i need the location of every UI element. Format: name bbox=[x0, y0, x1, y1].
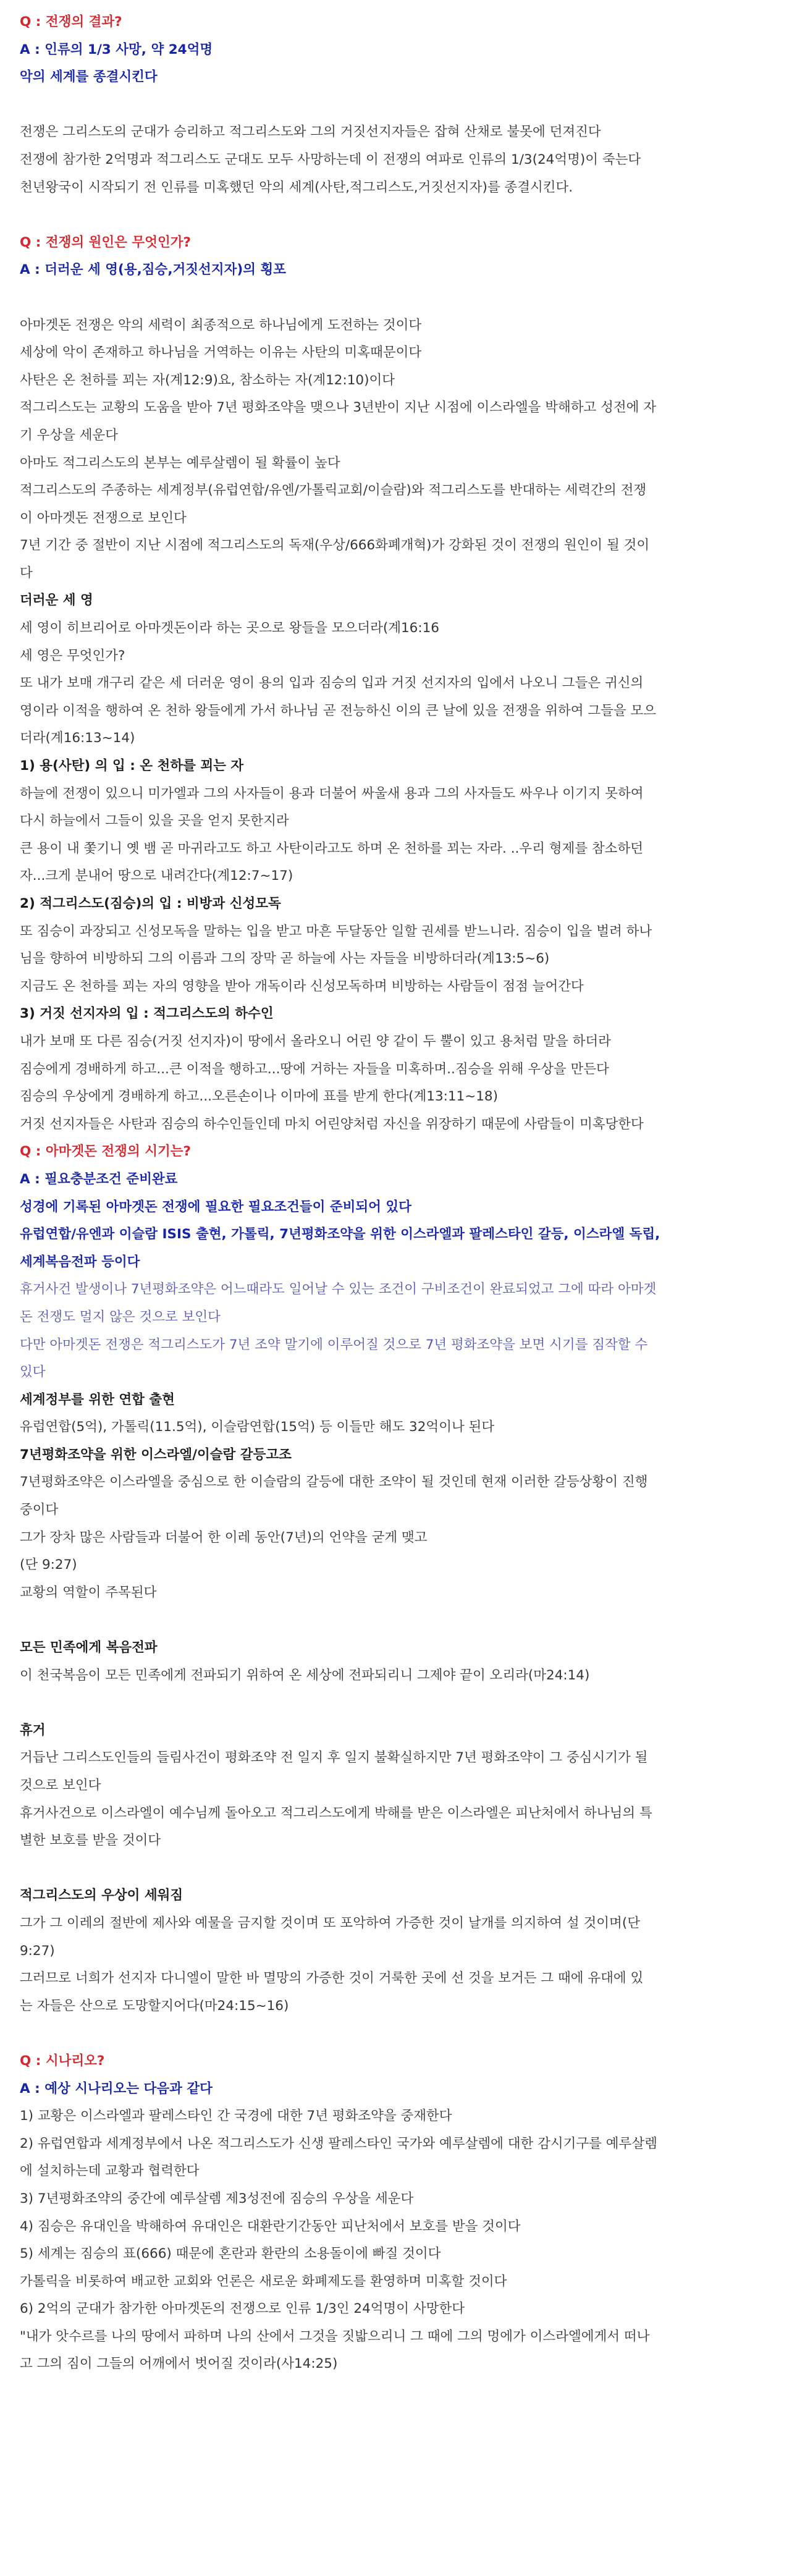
text-line: 가톨릭을 비롯하여 배교한 교회와 언론은 새로운 화폐제도를 환영하며 미혹할 것이다 bbox=[20, 2273, 507, 2289]
answer-line: A : 필요충분조건 준비완료 bbox=[20, 1171, 178, 1187]
text-line: 5) 세계는 짐승의 표(666) 때문에 혼란과 환란의 소용돌이에 빠질 것이다 bbox=[20, 2246, 441, 2262]
text-line: 그가 장차 많은 사람들과 더불어 한 이레 동안(7년)의 언약을 굳게 맺고 bbox=[20, 1529, 428, 1545]
text-line: 내가 보매 또 다른 짐승(거짓 선지자)이 땅에서 올라오니 어린 양 같이 두 뿔이 있고 용처럼 말을 하더라 bbox=[20, 1033, 611, 1049]
text-line: 세 영은 무엇인가? bbox=[20, 648, 125, 664]
text-line: 7년 기간 중 절반이 지난 시점에 적그리스도의 독재(우상/666화폐개혁)가 강화된 것이 전쟁의 원인이 될 것이 bbox=[20, 538, 650, 554]
text-line: 교황의 역할이 주목된다 bbox=[20, 1584, 157, 1600]
section-heading: 휴거 bbox=[20, 1722, 46, 1738]
question-heading: Q : 아마겟돈 전쟁의 시기는? bbox=[20, 1144, 191, 1160]
text-line: 자...크게 분내어 땅으로 내려간다(계12:7~17) bbox=[20, 868, 293, 884]
section-heading: 적그리스도의 우상이 세워짐 bbox=[20, 1888, 183, 1904]
text-line: 는 자들은 산으로 도망할지어다(마24:15~16) bbox=[20, 1998, 289, 2014]
answer-line: A : 더러운 세 영(용,짐승,거짓선지자)의 횡포 bbox=[20, 262, 286, 278]
blank-line bbox=[20, 2020, 777, 2048]
text-line: 님을 향하여 비방하되 그의 이름과 그의 장막 곧 하늘에 사는 자들을 비방하더라(계13:5~6) bbox=[20, 951, 550, 967]
text-line: 휴거사건 발생이나 7년평화조약은 어느때라도 일어날 수 있는 조건이 구비조건이 완료되었고 그에 따라 아마겟 bbox=[20, 1282, 657, 1298]
text-line: 사탄은 온 천하를 꾀는 자(계12:9)요, 참소하는 자(계12:10)이다 bbox=[20, 372, 395, 388]
answer-line: 성경에 기록된 아마겟돈 전쟁에 필요한 필요조건들이 준비되어 있다 bbox=[20, 1199, 411, 1215]
text-line: 이 천국복음이 모든 민족에게 전파되기 위하여 온 세상에 전파되리니 그제야 끝이 오리라(마24:14) bbox=[20, 1667, 590, 1683]
text-line: 아마도 적그리스도의 본부는 예루살렘이 될 확률이 높다 bbox=[20, 455, 340, 471]
text-line: 또 짐승이 과장되고 신성모독을 말하는 입을 받고 마흔 두달동안 일할 권세를 받느니라. 짐승이 입을 벌려 하나 bbox=[20, 923, 652, 939]
text-line: 3) 7년평화조약의 중간에 예루살렘 제3성전에 짐승의 우상을 세운다 bbox=[20, 2190, 414, 2206]
answer-line: 악의 세계를 종결시킨다 bbox=[20, 69, 158, 85]
text-line: 휴거사건으로 이스라엘이 예수님께 돌아오고 적그리스도에게 박해를 받은 이스라엘은 피난처에서 하나님의 특 bbox=[20, 1805, 652, 1821]
blank-line bbox=[20, 91, 777, 119]
text-line: "내가 앗수르를 나의 땅에서 파하며 나의 산에서 그것을 짓밟으리니 그 때에 그의 멍에가 이스라엘에게서 떠나 bbox=[20, 2328, 650, 2344]
text-line: 다 bbox=[20, 565, 33, 581]
blank-line bbox=[20, 1689, 777, 1717]
text-line: 그러므로 너희가 선지자 다니엘이 말한 바 멸망의 가증한 것이 거룩한 곳에 선 것을 보거든 그 때에 유대에 있 bbox=[20, 1970, 644, 1987]
question-heading: Q : 시나리오? bbox=[20, 2053, 105, 2069]
section-heading: 모든 민족에게 복음전파 bbox=[20, 1640, 158, 1656]
text-line: 아마겟돈 전쟁은 악의 세력이 최종적으로 하나님에게 도전하는 것이다 bbox=[20, 317, 422, 333]
text-line: 9:27) bbox=[20, 1943, 55, 1959]
text-line: 거짓 선지자들은 사탄과 짐승의 하수인들인데 마치 어린양처럼 자신을 위장하기 때문에 사람들이 미혹당한다 bbox=[20, 1116, 644, 1132]
text-line: 세상에 악이 존재하고 하나님을 거역하는 이유는 사탄의 미혹때문이다 bbox=[20, 345, 422, 361]
text-line: 다만 아마겟돈 전쟁은 적그리스도가 7년 조약 말기에 이루어질 것으로 7년 평화조약을 보면 시기를 짐작할 수 bbox=[20, 1337, 648, 1353]
text-line: 전쟁에 참가한 2억명과 적그리스도 군대도 모두 사망하는데 이 전쟁의 여파로 인류의 1/3(24억명)이 죽는다 bbox=[20, 151, 641, 167]
text-line: 큰 용이 내 쫓기니 옛 뱀 곧 마귀라고도 하고 사탄이라고도 하며 온 천하를 꾀는 자라. ..우리 형제를 참소하던 bbox=[20, 840, 643, 856]
text-line: 고 그의 짐이 그들의 어깨에서 벗어질 것이라(사14:25) bbox=[20, 2356, 338, 2372]
question-heading: Q : 전쟁의 원인은 무엇인가? bbox=[20, 234, 191, 250]
text-line: 것으로 보인다 bbox=[20, 1778, 101, 1793]
text-line: 이 아마겟돈 전쟁으로 보인다 bbox=[20, 510, 187, 526]
text-line: 7년평화조약은 이스라엘을 중심으로 한 이슬람의 갈등에 대한 조약이 될 것인데 현재 이러한 갈등상황이 진행 bbox=[20, 1474, 648, 1490]
section-heading: 세계정부를 위한 연합 출현 bbox=[20, 1391, 175, 1408]
blank-line bbox=[20, 284, 777, 312]
answer-line: 세계복음전파 등이다 bbox=[20, 1254, 140, 1270]
text-line: 거듭난 그리스도인들의 들림사건이 평화조약 전 일지 후 일지 불확실하지만 7년 평화조약이 그 중심시기가 될 bbox=[20, 1750, 648, 1766]
text-line: 1) 교황은 이스라엘과 팔레스타인 간 국경에 대한 7년 평화조약을 중재한다 bbox=[20, 2108, 452, 2124]
text-line: 유럽연합(5억), 가톨릭(11.5억), 이슬람연합(15억) 등 이들만 해도 32억이나 된다 bbox=[20, 1419, 495, 1435]
text-line: 천년왕국이 시작되기 전 인류를 미혹했던 악의 세계(사탄,적그리스도,거짓선지자)를 종결시킨다. bbox=[20, 179, 573, 195]
blank-line bbox=[20, 1607, 777, 1634]
text-line: 별한 보호를 받을 것이다 bbox=[20, 1833, 161, 1849]
text-line: 적그리스도의 주종하는 세계정부(유럽연합/유엔/가톨릭교회/이슬람)와 적그리스도를 반대하는 세력간의 전쟁 bbox=[20, 483, 647, 499]
text-line: 다시 하늘에서 그들이 있을 곳을 얻지 못한지라 bbox=[20, 813, 289, 829]
text-line: 기 우상을 세운다 bbox=[20, 427, 119, 443]
text-line: 4) 짐승은 유대인을 박해하여 유대인은 대환란기간동안 피난처에서 보호를 받을 것이다 bbox=[20, 2218, 521, 2234]
section-heading: 7년평화조약을 위한 이스라엘/이슬람 갈등고조 bbox=[20, 1446, 292, 1463]
section-heading: 3) 거짓 선지자의 입 : 적그리스도의 하수인 bbox=[20, 1006, 274, 1022]
section-heading: 2) 적그리스도(짐승)의 입 : 비방과 신성모독 bbox=[20, 896, 281, 911]
blank-line bbox=[20, 1855, 777, 1883]
section-heading: 1) 용(사탄) 의 입 : 온 천하를 꾀는 자 bbox=[20, 758, 244, 774]
answer-line: 유럽연합/유엔과 이슬람 ISIS 출현, 가톨릭, 7년평화조약을 위한 이스라엘과 팔레스타인 갈등, 이스라엘 독립, bbox=[20, 1227, 660, 1243]
answer-line: A : 인류의 1/3 사망, 약 24억명 bbox=[20, 41, 213, 57]
text-line: 지금도 온 천하를 꾀는 자의 영향을 받아 개독이라 신성모독하며 비방하는 사람들이 점점 늘어간다 bbox=[20, 978, 584, 994]
section-heading: 더러운 세 영 bbox=[20, 593, 93, 609]
text-line: 더라(계16:13~14) bbox=[20, 730, 135, 746]
question-heading: Q : 전쟁의 결과? bbox=[20, 14, 122, 30]
text-line: 세 영이 히브리어로 아마겟돈이라 하는 곳으로 왕들을 모으더라(계16:16 bbox=[20, 620, 439, 636]
answer-line: A : 예상 시나리오는 다음과 같다 bbox=[20, 2080, 213, 2097]
blank-line bbox=[20, 201, 777, 229]
text-line: 6) 2억의 군대가 참가한 아마겟돈의 전쟁으로 인류 1/3인 24억명이 사망한다 bbox=[20, 2301, 465, 2317]
text-line: 하늘에 전쟁이 있으니 미가엘과 그의 사자들이 용과 더불어 싸울새 용과 그의 사자들도 싸우나 이기지 못하여 bbox=[20, 785, 644, 801]
text-line: 또 내가 보매 개구리 같은 세 더러운 영이 용의 입과 짐승의 입과 거짓 선지자의 입에서 나오니 그들은 귀신의 bbox=[20, 675, 644, 691]
text-line: 그가 그 이레의 절반에 제사와 예물을 금지할 것이며 또 포악하여 가증한 것이 날개를 의지하여 설 것이며(단 bbox=[20, 1915, 640, 1931]
text-line: 전쟁은 그리스도의 군대가 승리하고 적그리스도와 그의 거짓선지자들은 잡혀 산채로 불못에 던져진다 bbox=[20, 124, 601, 140]
text-line: 적그리스도는 교황의 도움을 받아 7년 평화조약을 맺으나 3년반이 지난 시점에 이스라엘을 박해하고 성전에 자 bbox=[20, 400, 657, 416]
text-line: 중이다 bbox=[20, 1502, 59, 1518]
text-line: 돈 전쟁도 멀지 않은 것으로 보인다 bbox=[20, 1309, 221, 1325]
text-line: 짐승에게 경배하게 하고...큰 이적을 행하고...땅에 거하는 자들을 미혹하며..짐승을 위해 우상을 만든다 bbox=[20, 1061, 609, 1077]
text-line: 에 설치하는데 교황과 협력한다 bbox=[20, 2163, 200, 2179]
text-line: 짐승의 우상에게 경배하게 하고...오른손이나 이마에 표를 받게 한다(계13:11~18) bbox=[20, 1089, 498, 1105]
text-line: (단 9:27) bbox=[20, 1557, 77, 1573]
text-line: 2) 유럽연합과 세계정부에서 나온 적그리스도가 신생 팔레스타인 국가와 예루살렘에 대한 감시기구를 예루살렘 bbox=[20, 2135, 657, 2152]
text-line: 영이라 이적을 행하여 온 천하 왕들에게 가서 하나님 곧 전능하신 이의 큰 날에 있을 전쟁을 위하여 그들을 모으 bbox=[20, 703, 657, 719]
text-line: 있다 bbox=[20, 1364, 46, 1380]
